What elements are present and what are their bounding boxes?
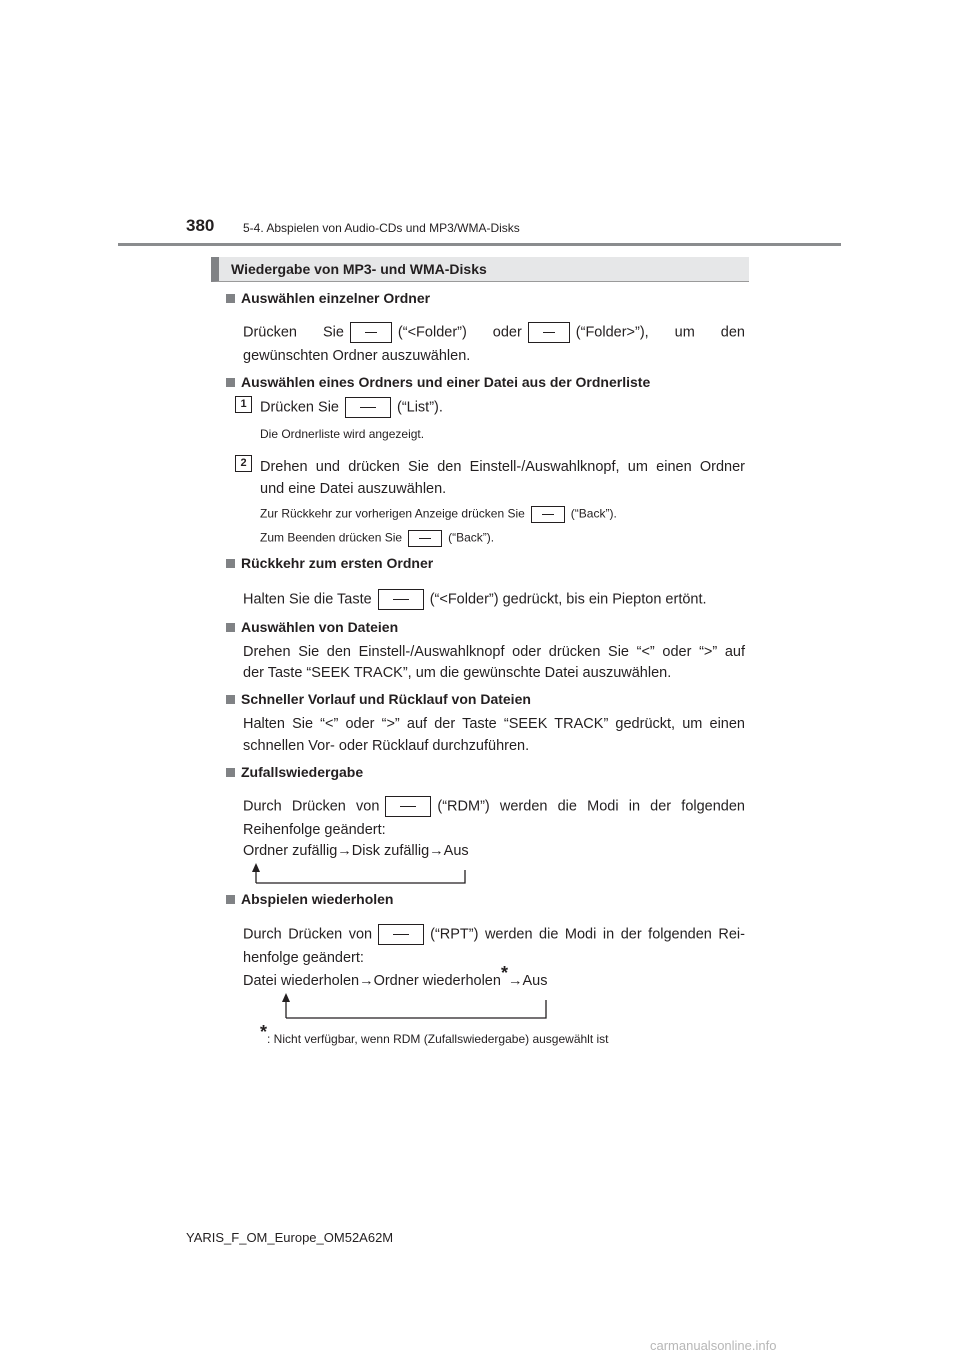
loop-arrow-icon <box>270 992 560 1022</box>
paragraph-select-folder-2: gewünschten Ordner auszuwählen. <box>243 348 471 364</box>
paragraph-select-folder: Drücken Sie (“<Folder”) oder (“Folder>”), um den <box>243 322 745 343</box>
square-bullet-icon <box>226 623 235 632</box>
step-number-2: 2 <box>235 455 252 472</box>
arrow-right-icon: → <box>337 843 352 859</box>
list-button-icon <box>345 397 391 418</box>
step-number-1: 1 <box>235 396 252 413</box>
paragraph-select-files-1: Drehen Sie den Einstell-/Auswahlknopf oder drücken Sie “<” oder “>” auf <box>243 644 745 660</box>
folder-up-button-icon <box>528 322 570 343</box>
header-rule <box>118 243 841 246</box>
folder-down-button-icon <box>378 589 424 610</box>
back-button-icon <box>408 530 442 547</box>
paragraph-repeat-2: henfolge geändert: <box>243 950 364 966</box>
paragraph-first-folder: Halten Sie die Taste (“<Folder”) gedrückt, bis ein Piepton ertönt. <box>243 589 707 610</box>
square-bullet-icon <box>226 378 235 387</box>
heading-repeat: Abspielen wiederholen <box>226 891 393 907</box>
square-bullet-icon <box>226 695 235 704</box>
paragraph-repeat-1: Durch Drücken von (“RPT”) werden die Modi in der folgenden Rei- <box>243 924 745 945</box>
rpt-button-icon <box>378 924 424 945</box>
arrow-right-icon: → <box>507 973 523 989</box>
paragraph-random-1: Durch Drücken von (“RDM”) werden die Modi in der folgenden <box>243 796 745 817</box>
random-sequence: Ordner zufällig→Disk zufällig→Aus <box>243 843 469 859</box>
page-number: 380 <box>186 216 215 235</box>
paragraph-fast-forward-2: schnellen Vor- oder Rücklauf durchzuführen. <box>243 738 530 754</box>
square-bullet-icon <box>226 768 235 777</box>
square-bullet-icon <box>226 895 235 904</box>
step1-note: Die Ordnerliste wird angezeigt. <box>260 427 425 441</box>
paragraph-select-files-2: der Taste “SEEK TRACK”, um die gewünschte Datei auszuwählen. <box>243 665 672 681</box>
step2-text-2: und eine Datei auszuwählen. <box>260 481 447 497</box>
footer-code: YARIS_F_OM_Europe_OM52A62M <box>186 1230 394 1245</box>
step2-note-2: Zum Beenden drücken Sie (“Back”). <box>260 530 494 547</box>
chapter-title: 5-4. Abspielen von Audio-CDs und MP3/WMA-Disks <box>243 221 520 235</box>
folder-down-button-icon <box>350 322 392 343</box>
footnote: *: Nicht verfügbar, wenn RDM (Zufallswiedergabe) ausgewählt ist <box>260 1022 609 1046</box>
step1-text: Drücken Sie (“List”). <box>260 397 443 418</box>
paragraph-fast-forward-1: Halten Sie “<” oder “>” auf der Taste “SEEK TRACK” gedrückt, um einen <box>243 716 745 732</box>
step2-note-1: Zur Rückkehr zur vorherigen Anzeige drücken Sie (“Back”). <box>260 506 617 523</box>
loop-arrow-icon <box>240 862 480 886</box>
heading-fast-forward: Schneller Vorlauf und Rücklauf von Dateien <box>226 691 531 707</box>
heading-random: Zufallswiedergabe <box>226 764 363 780</box>
section-bar <box>211 257 749 282</box>
paragraph-random-2: Reihenfolge geändert: <box>243 822 386 838</box>
arrow-right-icon: → <box>429 843 444 859</box>
heading-folder-list: Auswählen eines Ordners und einer Datei aus der Ordnerliste <box>226 374 650 390</box>
square-bullet-icon <box>226 294 235 303</box>
asterisk-mark: * <box>260 1022 268 1042</box>
heading-select-folder: Auswählen einzelner Ordner <box>226 290 430 306</box>
watermark: carmanualsonline.info <box>650 1338 777 1353</box>
arrow-right-icon: → <box>359 973 374 989</box>
heading-select-files: Auswählen von Dateien <box>226 619 398 635</box>
heading-first-folder: Rückkehr zum ersten Ordner <box>226 555 433 571</box>
back-button-icon <box>531 506 565 523</box>
section-title: Wiedergabe von MP3- und WMA-Disks <box>231 261 487 277</box>
repeat-sequence: Datei wiederholen→Ordner wiederholen*→Aus <box>243 963 548 989</box>
square-bullet-icon <box>226 559 235 568</box>
step2-text-1: Drehen und drücken Sie den Einstell-/Auswahlknopf, um einen Ordner <box>260 459 745 475</box>
asterisk-mark: * <box>500 963 508 984</box>
rdm-button-icon <box>385 796 431 817</box>
